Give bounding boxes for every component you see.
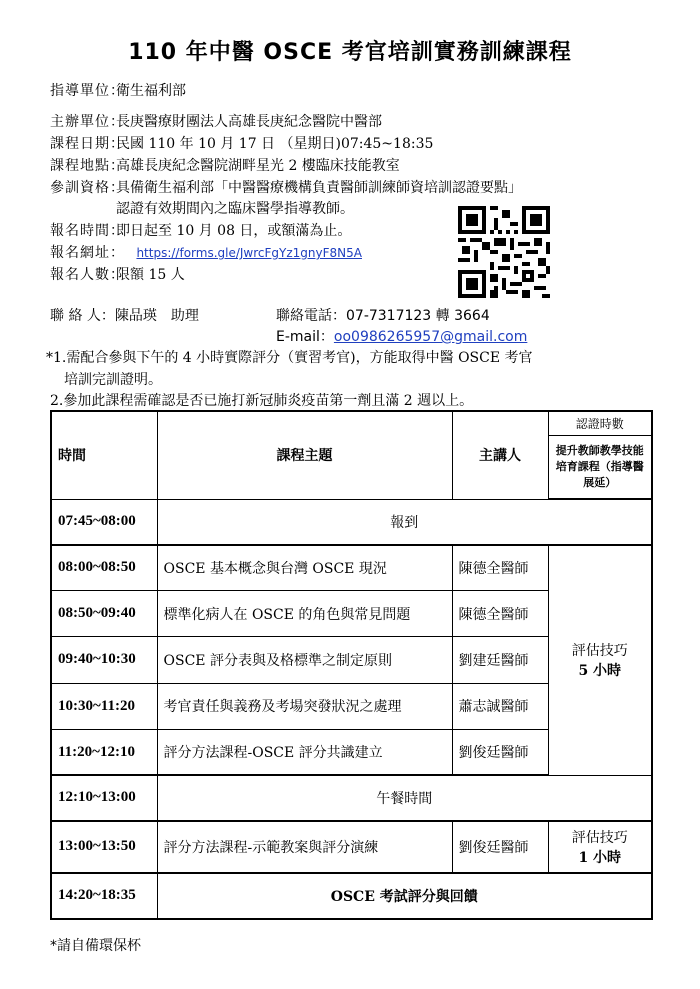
table-row: 10:30~11:20 考官責任與義務及考場突發狀況之處理 蕭志誠醫師	[51, 683, 652, 729]
note-1: *1.需配合參與下午的 4 小時實際評分（實習考官)，方能取得中醫 OSCE 考官	[46, 350, 533, 366]
registration-count: 報名人數：限額 15 人	[50, 267, 185, 283]
schedule-table	[50, 410, 653, 920]
table-row: 08:00~08:50 OSCE 基本概念與台灣 OSCE 現況 陳德全醫師 評估技巧 5 小時	[51, 545, 652, 591]
table-row: 08:50~09:40 標準化病人在 OSCE 的角色與常見問題 陳德全醫師	[51, 591, 652, 637]
contact-phone: 聯絡電話：07-7317123 轉 3664	[276, 308, 490, 324]
header-time: 時間	[51, 411, 157, 499]
table-row: 11:20~12:10 評分方法課程-OSCE 評分共識建立 劉俊廷醫師	[51, 729, 652, 775]
registration-url: 報名網址： https://forms.gle/JwrcFgYz1gnyF8N5A	[50, 245, 362, 261]
table-row: 14:20~18:35 OSCE 考試評分與回饋	[51, 873, 652, 919]
header-cert: 認證時數	[548, 411, 652, 435]
registration-time: 報名時間：即日起至 10 月 08 日，或額滿為止。	[50, 223, 352, 239]
table-row: 09:40~10:30 OSCE 評分表與及格標準之制定原則 劉建廷醫師	[51, 637, 652, 683]
cert-afternoon: 評估技巧 1 小時	[548, 821, 652, 873]
footer-note: *請自備環保杯	[50, 938, 141, 954]
contact-email: E-mail：oo0986265957@gmail.com	[276, 329, 528, 345]
header-cert-sub: 提升教師教學技能培育課程（指導醫展延）	[548, 435, 652, 499]
email-link[interactable]: oo0986265957@gmail.com	[333, 329, 528, 345]
table-header-row	[51, 411, 652, 435]
qr-code-image	[458, 206, 550, 298]
course-date: 課程日期：民國 110 年 10 月 17 日 （星期日)07:45~18:35	[50, 136, 434, 152]
cert-morning: 評估技巧 5 小時	[548, 545, 652, 776]
header-topic: 課程主題	[157, 411, 452, 499]
table-row: 12:10~13:00 午餐時間	[51, 775, 652, 820]
table-row: 07:45~08:00 報到	[51, 499, 652, 544]
course-location: 課程地點：高雄長庚紀念醫院湖畔星光 2 樓臨床技能教室	[50, 158, 400, 174]
note-1-line2: 培訓完訓證明。	[64, 372, 162, 388]
guidance-unit: 指導單位：衛生福利部	[50, 83, 186, 99]
table-row: 13:00~13:50 評分方法課程-示範教案與評分演練 劉俊廷醫師 評估技巧 1 小時	[51, 821, 652, 873]
contact-person: 聯 絡 人：陳品瑛 助理	[50, 308, 199, 324]
eligibility-line2: 認證有效期間內之臨床醫學指導教師。	[116, 201, 354, 217]
registration-link[interactable]: https://forms.gle/JwrcFgYz1gnyF8N5A	[136, 246, 362, 260]
page-title: 110 年中醫 OSCE 考官培訓實務訓練課程	[128, 40, 572, 65]
note-2: 2.參加此課程需確認是否已施打新冠肺炎疫苗第一劑且滿 2 週以上。	[50, 393, 474, 409]
organizer-unit: 主辦單位：長庚醫療財團法人高雄長庚紀念醫院中醫部	[50, 114, 382, 130]
eligibility: 參訓資格：具備衛生福利部「中醫醫療機構負責醫師訓練師資培訓認證要點」	[50, 180, 522, 196]
header-speaker: 主講人	[452, 411, 548, 499]
